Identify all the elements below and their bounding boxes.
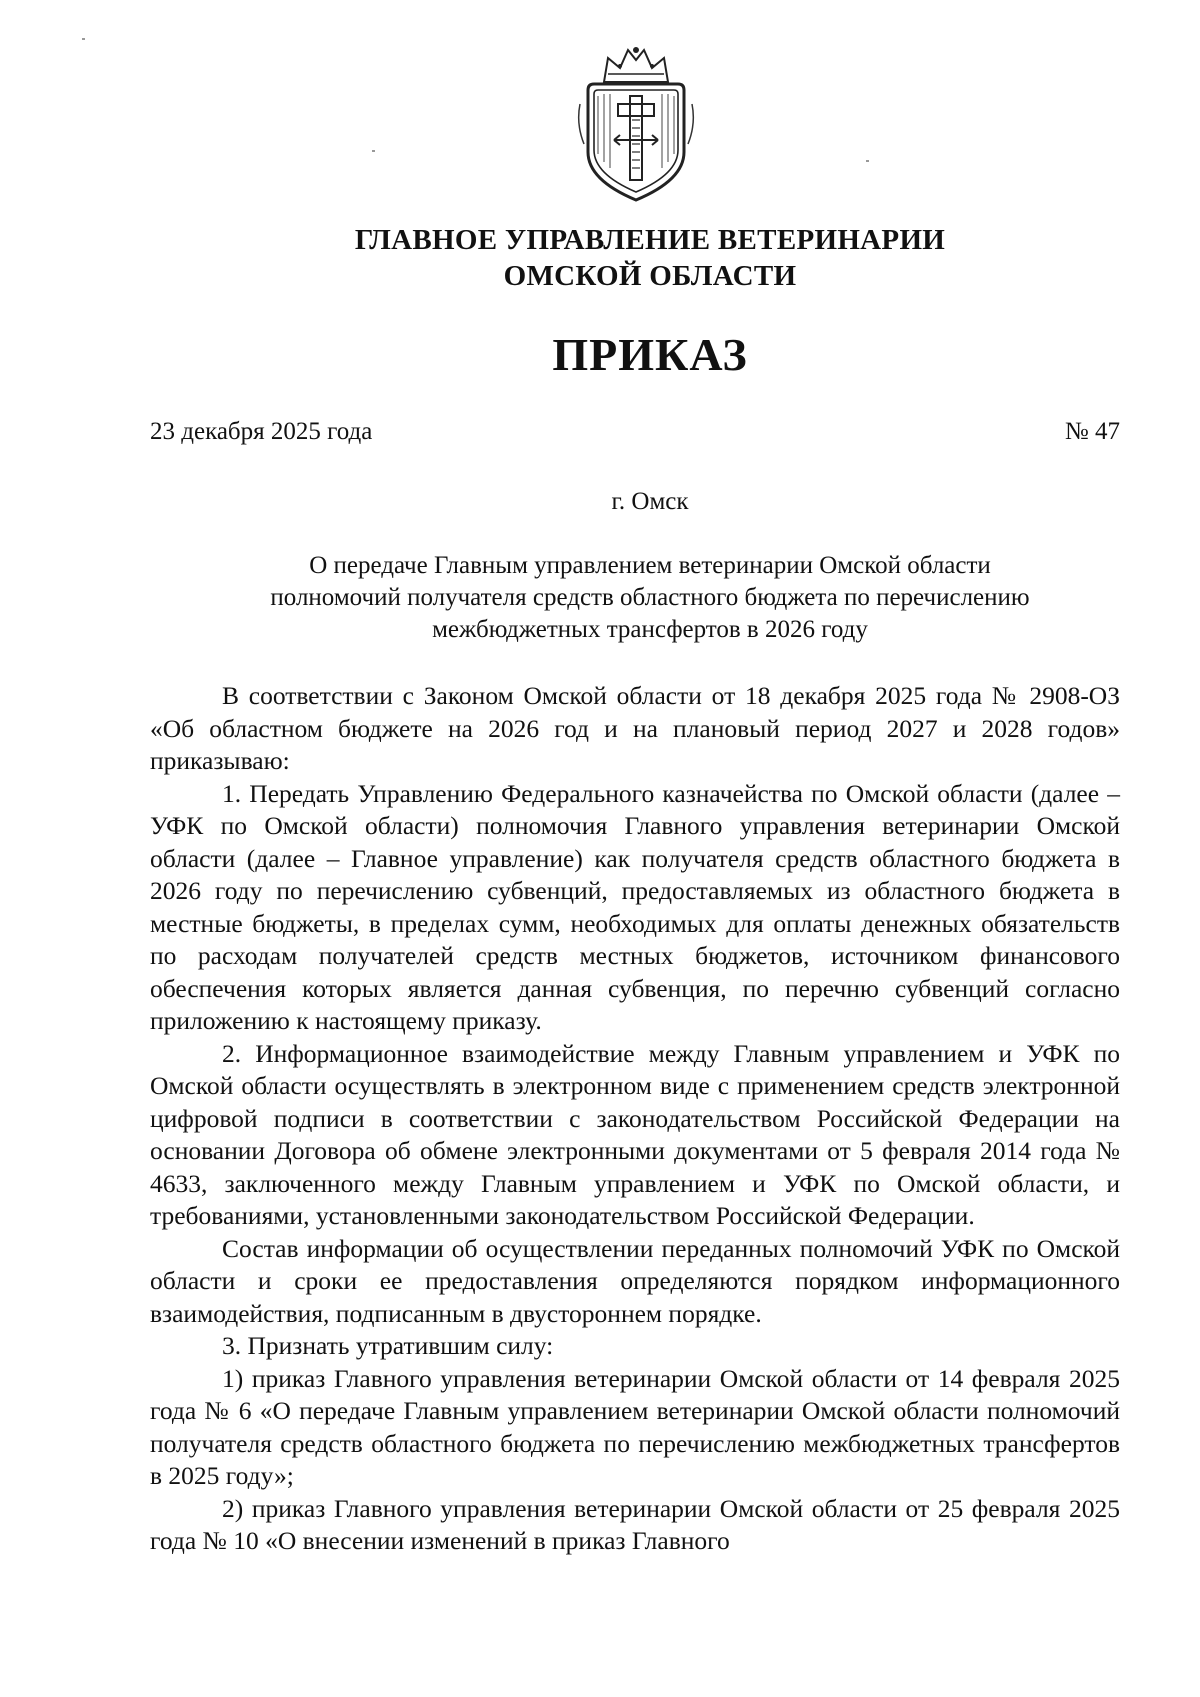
- subject-line: межбюджетных трансфертов в 2026 году: [432, 616, 868, 643]
- preamble-paragraph: В соответствии с Законом Омской области от 18 декабря 2025 года № 2908-ОЗ «Об областном бюджете на 2026 год и на плановый период 2027 и 2028 годов» приказываю:: [150, 681, 1120, 775]
- document-type-title: ПРИКАЗ: [552, 329, 748, 380]
- subject-line: полномочий получателя средств областного бюджета по перечислению: [270, 584, 1030, 611]
- clause-2-continuation-paragraph: Состав информации об осуществлении переданных полномочий УФК по Омской области и сроки ее предоставления определяются порядком информационного взаимодействия, подписанным в двустороннем порядке.: [150, 1233, 1120, 1328]
- subject-line: О передаче Главным управлением ветеринарии Омской области: [309, 552, 991, 579]
- organization-name-line1: ГЛАВНОЕ УПРАВЛЕНИЕ ВЕТЕРИНАРИИ: [354, 224, 946, 256]
- scan-artifact: [372, 150, 375, 152]
- clause-3-item-2-paragraph: 2) приказ Главного управления ветеринарии Омской области от 25 февраля 2025 года № 10 «О внесении изменений в приказ Главного: [150, 1493, 1120, 1555]
- clause-3-item-1-paragraph: 1) приказ Главного управления ветеринарии Омской области от 14 февраля 2025 года № 6 «О передаче Главным управлением ветеринарии Омской области полномочий получателя средств областного бюджета по перечислению межбюджетных трансфертов в 2025 году»;: [150, 1363, 1120, 1490]
- order-date: 23 декабря 2025 года: [150, 418, 373, 445]
- clause-2-paragraph: 2. Информационное взаимодействие между Главным управлением и УФК по Омской области осуществлять в электронном виде с применением средств электронной цифровой подписи в соответствии с законодательством Российской Федерации на основании Договора об обмене электронными документами от 5 февраля 2014 года № 4633, заключенного между Главным управлением и УФК по Омской области, и требованиями, установленными законодательством Российской Федерации.: [150, 1038, 1120, 1230]
- order-number: № 47: [1064, 418, 1120, 445]
- coat-of-arms-icon: [574, 44, 698, 204]
- scan-artifact: [82, 38, 85, 40]
- clause-3-paragraph: 3. Признать утратившим силу:: [222, 1331, 554, 1360]
- clause-1-paragraph: 1. Передать Управлению Федерального казначейства по Омской области (далее – УФК по Омской области) полномочия Главного управления ветеринарии Омской области (далее – Главное управление) как получателя средств областного бюджета в 2026 году по перечислению субвенций, предоставляемых из областного бюджета в местные бюджеты, в пределах сумм, необходимых для оплаты денежных обязательств по расходам получателей средств местных бюджетов, источником финансового обеспечения которых является данная субвенция, по перечню субвенций согласно приложению к настоящему приказу.: [150, 778, 1120, 1035]
- scan-artifact: [866, 160, 869, 162]
- organization-name-line2: ОМСКОЙ ОБЛАСТИ: [503, 260, 797, 292]
- order-body: [150, 680, 1120, 1558]
- order-subject: [150, 550, 1150, 646]
- order-city: г. Омск: [611, 488, 689, 515]
